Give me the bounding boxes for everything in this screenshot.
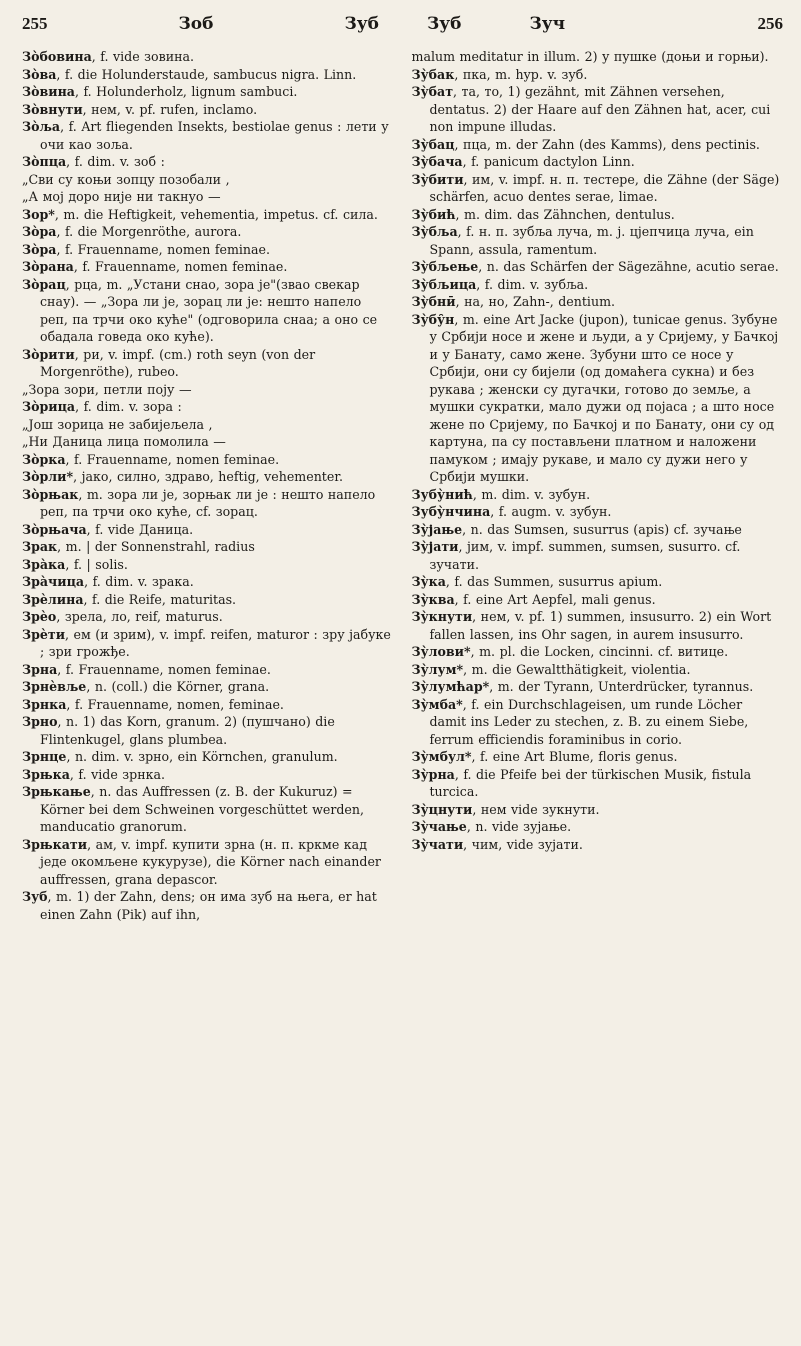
dictionary-entry — [22, 661, 394, 679]
entry-definition: , f. Frauenname, nomen, feminae. — [66, 696, 284, 712]
right-guide-word-1: Зуб — [427, 14, 462, 34]
dictionary-entry — [22, 713, 394, 748]
header-right — [397, 14, 783, 34]
entry-definition: malum meditatur in illum. 2) у пушке (доњи и горњи). — [411, 49, 769, 64]
entry-headword: Зрно — [22, 714, 58, 729]
right-column — [412, 48, 784, 923]
entry-definition: , f. vide Даница. — [86, 521, 194, 537]
dictionary-entry — [412, 521, 784, 539]
entry-headword: Зу̀бак — [411, 66, 455, 82]
entry-headword: Зу̀бља — [411, 224, 458, 239]
dictionary-entry — [22, 188, 394, 206]
dictionary-entry — [412, 276, 784, 294]
dictionary-entry — [412, 136, 784, 154]
left-page-number: 255 — [22, 14, 48, 33]
entry-headword: Зу̀мба* — [411, 696, 463, 712]
entry-headword: Зо̀внути — [22, 101, 83, 117]
entry-definition: , m. die Heftigkeit, vehementia, impetus. cf. сила. — [54, 206, 378, 222]
entry-definition: , f. | solis. — [65, 556, 128, 572]
entry-headword: Зрѐлина — [22, 591, 84, 607]
entry-definition: , f. н. п. зубља луча, m. j. цјепчица луча, ein Spann, assula, ramentum. — [429, 224, 754, 257]
entry-definition: , јако, силно, здраво, heftig, vehementer. — [73, 469, 343, 484]
entry-definition: , f. eine Art Aepfel, mali genus. — [454, 591, 656, 607]
entry-headword: Зрњкати — [22, 836, 88, 852]
left-column — [22, 48, 394, 923]
dictionary-entry — [412, 293, 784, 311]
entry-definition: , f. dim. v. зора : — [75, 399, 182, 414]
entry-headword: Зо̀вина — [22, 84, 75, 99]
dictionary-entry — [22, 101, 394, 119]
dictionary-entry — [22, 836, 394, 889]
entry-headword: Зо̀рли* — [22, 469, 74, 484]
entry-headword: Зор* — [22, 206, 55, 222]
entry-definition: , n. vide зујање. — [466, 819, 572, 834]
dictionary-entry — [22, 538, 394, 556]
entry-definition: , f. die Pfeife bei der türkischen Musik, fistula turcica. — [429, 766, 752, 799]
dictionary-entry — [412, 153, 784, 171]
dictionary-entry — [22, 153, 394, 171]
dictionary-entry — [412, 573, 784, 591]
entry-headword: Зу̀мбул* — [411, 749, 472, 764]
entry-definition: , на, но, Zahn-, dentium. — [455, 294, 616, 309]
entry-headword: Зу̀бљица — [411, 276, 477, 292]
entry-headword: Зрак — [22, 539, 58, 554]
entry-headword: Зрнце — [22, 749, 67, 764]
entry-definition: , m. dim. das Zähnchen, dentulus. — [455, 206, 675, 222]
dictionary-entry — [22, 83, 394, 101]
entry-definition: , m. die Gewaltthätigkeit, violentia. — [463, 661, 691, 677]
dictionary-entry — [22, 206, 394, 224]
entry-definition: , ам, v. impf. купити зрна (н. п. кркме кад једе окомљене кукурузе), die Körner nach einander auffressen, grana depascor. — [40, 836, 381, 887]
dictionary-entry — [412, 171, 784, 206]
entry-headword: Зу̀ква — [411, 591, 455, 607]
entry-headword: Зрнѐвље — [22, 679, 87, 694]
entry-definition: , нем, v. pf. rufen, inclamo. — [82, 101, 258, 117]
header-left — [22, 14, 397, 34]
dictionary-entry — [22, 416, 394, 434]
entry-definition: , m. | der Sonnenstrahl, radius — [57, 539, 255, 554]
dictionary-entry — [412, 608, 784, 643]
entry-headword: Зо̀бовина — [22, 49, 92, 64]
entry-definition: , f. eine Art Blume, floris genus. — [471, 749, 678, 764]
entry-definition: , f. vide зрнка. — [69, 766, 166, 782]
entry-definition: , f. Frauenname, nomen feminae. — [56, 241, 271, 257]
entry-definition: , f. Frauenname, nomen feminae. — [65, 451, 280, 467]
entry-definition: , m. der Tyrann, Unterdrücker, tyrannus. — [489, 679, 754, 694]
dictionary-entry — [412, 258, 784, 276]
dictionary-entry — [412, 503, 784, 521]
dictionary-entry — [412, 748, 784, 766]
dictionary-entry — [22, 766, 394, 784]
entry-definition: , чим, vide зујати. — [463, 836, 583, 852]
entry-definition: , f. panicum dactylon Linn. — [462, 154, 635, 169]
entry-definition: , пка, m. hyp. v. зуб. — [454, 66, 588, 82]
entry-headword: Зо̀рана — [22, 259, 74, 274]
dictionary-entry — [412, 83, 784, 136]
dictionary-entry — [22, 118, 394, 153]
entry-definition: „Зора зори, петли поју — — [22, 381, 192, 397]
dictionary-entry — [22, 486, 394, 521]
entry-headword: Зо̀ља — [22, 119, 61, 134]
dictionary-entry — [22, 608, 394, 626]
entry-definition: , m. eine Art Jacke (jupon), tunicae genus. Зубуне у Србији носе и жене и људи, а у Сријему, у Бачкој и у Банату, само жене. Зубуни што се носе у Србији, они су бијели (од домаћега сукна) и без рукава ; женски су дугачки, готово до земље, а мушки сукратки, мало дужи од појаса ; а што носе жене по Сријему, по Бачкој и по Банату, они су од картуна, па су постављени платном и наложени памуком ; имају рукаве, и мало су дужи него у Србији мушки. — [429, 311, 779, 484]
entry-definition: , f. Frauenname, nomen feminae. — [73, 259, 288, 274]
entry-headword: Зу̀бити — [411, 171, 464, 187]
entry-definition: , f. augm. v. зубун. — [490, 504, 612, 519]
entry-headword: Зрњкање — [22, 784, 91, 799]
entry-definition: „Ни Даница лица помолила — — [22, 434, 226, 449]
entry-headword: Зо̀рњача — [22, 521, 87, 537]
left-guide-word-2: Зуб — [344, 14, 379, 34]
entry-definition: , ри, v. impf. (cm.) roth seyn (von der Morgenröthe), rubeo. — [40, 346, 316, 379]
entry-headword: Зу̀лови* — [411, 644, 471, 659]
entry-headword: Зу̀бљење — [411, 259, 479, 274]
entry-headword: Зу̀лум* — [411, 661, 464, 677]
entry-definition: , та, то, 1) gezähnt, mit Zähnen versehen, dentatus. 2) der Haare auf den Zähnen hat, acer, cui non impune illudas. — [429, 84, 771, 134]
dictionary-entry — [22, 626, 394, 661]
dictionary-entry — [22, 398, 394, 416]
entry-definition: , f. dim. v. зоб : — [66, 154, 165, 169]
entry-definition: , им, v. impf. н. п. тестере, die Zähne (der Säge) schärfen, acuo dentes serae, limae. — [429, 171, 780, 204]
entry-headword: Зу̀рна — [411, 766, 455, 782]
entry-definition: „Још зорица не забијељела , — [22, 416, 213, 432]
dictionary-entry — [22, 783, 394, 836]
entry-headword: Зо̀рац — [22, 276, 66, 292]
entry-definition: , f. dim. v. зубља. — [476, 276, 589, 292]
entry-headword: Зра̀чица — [22, 574, 85, 589]
dictionary-entry — [412, 223, 784, 258]
entry-headword: Зо̀ра — [22, 241, 57, 257]
dictionary-entry — [412, 486, 784, 504]
entry-definition: , f. dim. v. зрака. — [84, 574, 194, 589]
entry-headword: Зу̀кнути — [411, 609, 473, 624]
entry-definition: , n. das Schärfen der Sägezähne, acutio serae. — [478, 259, 779, 274]
entry-headword: Зу̀бић — [411, 206, 456, 222]
dictionary-entry — [22, 66, 394, 84]
entry-definition: , n. das Auffressen (z. B. der Kukuruz) = Körner bei dem Schweinen vorgeschüttet werden, manducatio granorum. — [40, 784, 364, 834]
entry-definition: , пца, m. der Zahn (des Kamms), dens pectinis. — [454, 136, 760, 152]
entry-definition: , f. die Morgenröthe, aurora. — [56, 224, 242, 239]
entry-definition: , m. dim. v. зубун. — [472, 486, 591, 502]
entry-headword: Зубу̀нчина — [411, 504, 491, 519]
dictionary-entry — [22, 241, 394, 259]
dictionary-entry — [412, 48, 784, 66]
dictionary-entry — [22, 678, 394, 696]
entry-headword: Зо̀рка — [22, 451, 66, 467]
dictionary-entry — [412, 801, 784, 819]
entry-headword: Зрна — [22, 661, 58, 677]
entry-headword: Зо̀ва — [22, 66, 57, 82]
dictionary-entry — [412, 538, 784, 573]
dictionary-entry — [22, 591, 394, 609]
dictionary-entry — [22, 381, 394, 399]
dictionary-entry — [22, 171, 394, 189]
entry-headword: Зрѐо — [22, 609, 57, 624]
dictionary-entry — [22, 276, 394, 346]
entry-definition: , нем, v. pf. 1) summen, insusurro. 2) ein Wort fallen lassen, ins Ohr sagen, in aurem insusurro. — [429, 609, 772, 642]
entry-headword: Зу̀јати — [411, 539, 459, 554]
entry-definition: , n. dim. v. зрно, ein Körnchen, granulum. — [66, 749, 338, 764]
columns — [22, 48, 783, 923]
dictionary-entry — [412, 766, 784, 801]
right-page-number: 256 — [757, 14, 783, 33]
entry-definition: , јим, v. impf. summen, sumsen, susurro. cf. зучати. — [429, 539, 741, 572]
entry-definition: , ем (и зрим), v. impf. reifen, maturor : зру јабуке ; зри грожђе. — [40, 626, 391, 659]
dictionary-entry — [22, 223, 394, 241]
entry-definition: „Сви су коњи зопцу позобали , — [22, 171, 230, 187]
dictionary-entry — [22, 48, 394, 66]
entry-headword: Зо̀рњак — [22, 486, 79, 502]
entry-definition: , m. pl. die Locken, cincinni. cf. витице. — [470, 644, 729, 659]
dictionary-entry — [22, 748, 394, 766]
dictionary-entry — [22, 451, 394, 469]
entry-definition: , f. vide зовина. — [91, 49, 194, 64]
dictionary-entry — [22, 573, 394, 591]
dictionary-entry — [412, 66, 784, 84]
entry-definition: , n. (coll.) die Körner, grana. — [86, 679, 270, 694]
entry-definition: „А мој доро није ни такнуо — — [22, 189, 221, 204]
dictionary-entry — [412, 643, 784, 661]
entry-headword: Зо̀пца — [22, 154, 67, 169]
entry-headword: Зо̀рица — [22, 399, 76, 414]
entry-definition: , зрела, ло, reif, maturus. — [56, 609, 223, 624]
entry-headword: Зу̀цнути — [411, 801, 473, 817]
entry-headword: Зу̀јање — [411, 521, 463, 537]
entry-headword: Зо̀ра — [22, 224, 57, 239]
entry-headword: Зу̀бат — [411, 84, 454, 99]
entry-definition: , f. das Summen, susurrus apium. — [445, 574, 663, 589]
entry-headword: Зуб — [22, 889, 48, 904]
right-guide-word-2: Зуч — [529, 14, 566, 34]
entry-headword: Зра̀ка — [22, 556, 66, 572]
entry-definition: , f. Art fliegenden Insekts, bestiolae genus : лети у очи као зоља. — [40, 119, 389, 152]
dictionary-entry — [22, 888, 394, 923]
dictionary-entry — [412, 206, 784, 224]
dictionary-entry — [412, 818, 784, 836]
entry-headword: Зу̀лумћар* — [411, 679, 490, 694]
entry-definition: , f. die Reife, maturitas. — [83, 591, 237, 607]
entry-headword: Зрнка — [22, 696, 67, 712]
entry-headword: Зу̀чање — [411, 819, 467, 834]
dictionary-entry — [412, 661, 784, 679]
dictionary-entry — [412, 836, 784, 854]
entry-headword: Зу̀бача — [411, 154, 463, 169]
entry-definition: , рца, m. „Устани снао, зора је"(звао свекар снау). — „Зора ли је, зорац ли је: нешто напело реп, па трчи око куће" (одговорила снаа; а оно се обадала говеда око куће). — [40, 276, 378, 344]
entry-definition: , n. 1) das Korn, granum. 2) (пушчано) die Flintenkugel, glans plumbea. — [40, 714, 335, 747]
entry-headword: Зрѐти — [22, 626, 66, 642]
entry-headword: Зу̀бу̑н — [411, 311, 455, 327]
dictionary-entry — [22, 433, 394, 451]
entry-headword: Зу̀ка — [411, 574, 446, 589]
dictionary-entry — [22, 696, 394, 714]
dictionary-entry — [22, 346, 394, 381]
entry-headword: Зо̀рити — [22, 346, 75, 362]
entry-headword: Зрњка — [22, 766, 70, 782]
dictionary-entry — [412, 678, 784, 696]
entry-definition: , нем vide зукнути. — [472, 801, 600, 817]
dictionary-entry — [22, 556, 394, 574]
entry-definition: , m. 1) der Zahn, dens; он има зуб на њега, er hat einen Zahn (Pik) auf ihn, — [40, 889, 377, 922]
entry-definition: , m. зора ли је, зорњак ли је : нешто напело реп, па трчи око куће, cf. зорац. — [40, 486, 376, 519]
page-header — [22, 14, 783, 42]
entry-definition: , f. die Holunderstaude, sambucus nigra. Linn. — [56, 66, 357, 82]
entry-headword: Зу̀чати — [411, 836, 464, 852]
entry-definition: , n. das Sumsen, susurrus (apis) cf. зучање — [462, 521, 742, 537]
dictionary-entry — [412, 696, 784, 749]
entry-headword: Зу̀бнӣ — [411, 294, 456, 309]
dictionary-entry — [412, 591, 784, 609]
dictionary-entry — [22, 258, 394, 276]
entry-definition: , f. Frauenname, nomen feminae. — [57, 661, 271, 677]
entry-headword: Зу̀бац — [411, 136, 455, 152]
dictionary-entry — [22, 521, 394, 539]
dictionary-entry — [412, 311, 784, 486]
entry-definition: , f. Holunderholz, lignum sambuci. — [74, 84, 298, 99]
left-guide-word-1: Зоб — [178, 14, 214, 34]
dictionary-entry — [22, 468, 394, 486]
entry-definition: , f. ein Durchschlageisen, um runde Löcher damit ins Leder zu stechen, z. B. zu einem Siebe, ferrum efficiendis foraminibus in corio. — [429, 696, 749, 747]
entry-headword: Зубу̀нић — [411, 486, 473, 502]
